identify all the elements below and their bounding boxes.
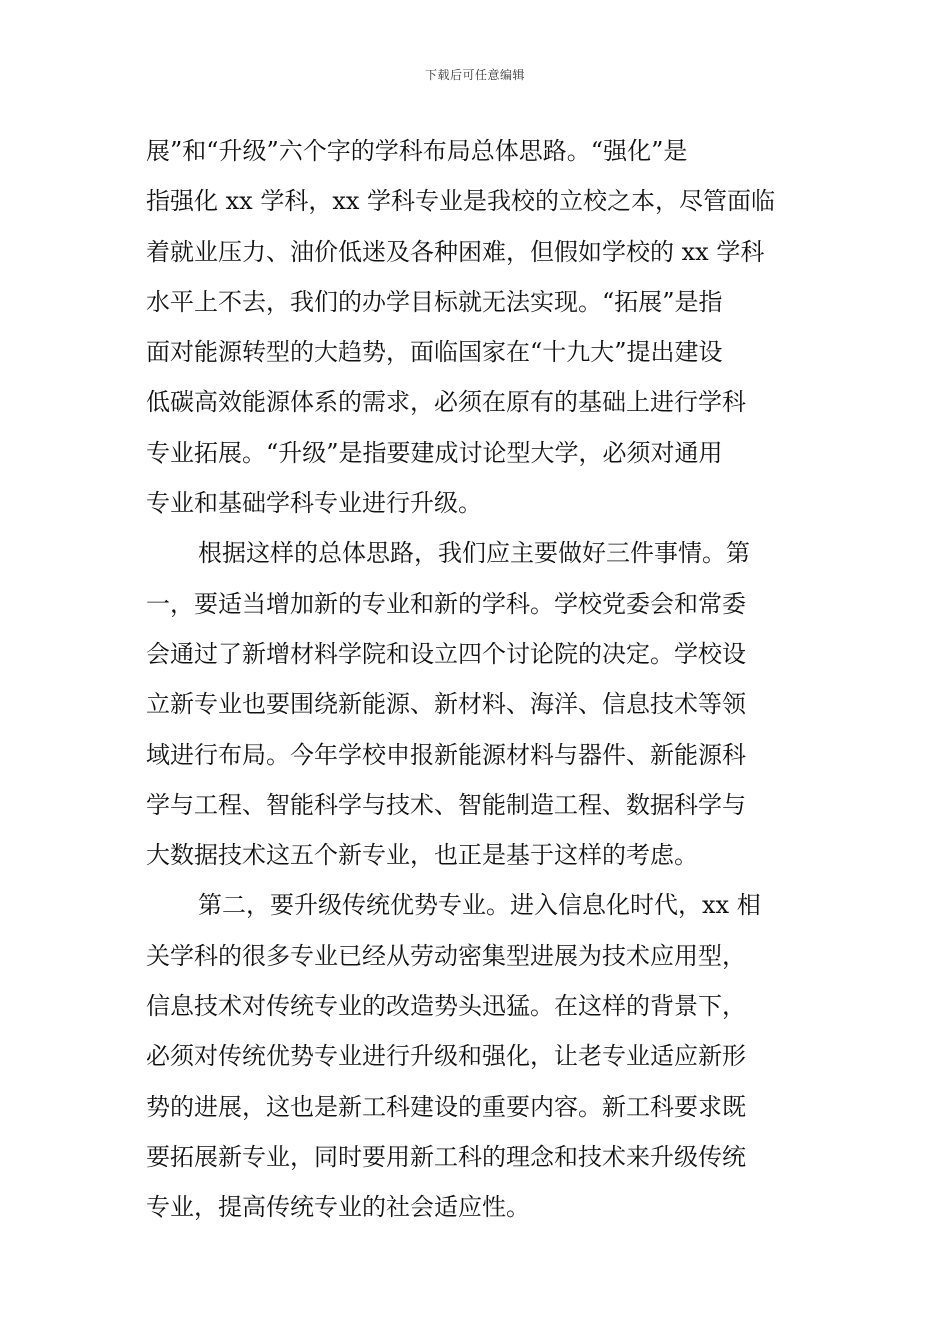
text-line: 水平上不去，我们的办学目标就无法实现。“拓展”是指 [146, 287, 723, 316]
text-line: 立新专业也要围绕新能源、新材料、海洋、信息技术等领 [146, 690, 746, 719]
text-line: 势的进展，这也是新工科建设的重要内容。新工科要求既 [146, 1092, 746, 1121]
text-line: 域进行布局。今年学校申报新能源材料与器件、新能源科 [146, 740, 746, 769]
text-line: 必须对传统优势专业进行升级和强化，让老专业适应新形 [146, 1042, 746, 1071]
text-line: 专业和基础学科专业进行升级。 [146, 489, 482, 518]
paragraph-first-line: 根据这样的总体思路，我们应主要做好三件事情。第 [198, 539, 750, 568]
text-line: 着就业压力、油价低迷及各种困难，但假如学校的 xx 学科 [146, 237, 765, 266]
text-line: 关学科的很多专业已经从劳动密集型进展为技术应用型， [146, 941, 746, 970]
text-line: 专业，提高传统专业的社会适应性。 [146, 1193, 530, 1222]
text-line: 要拓展新专业，同时要用新工科的理念和技术来升级传统 [146, 1142, 746, 1171]
text-line: 专业拓展。“升级”是指要建成讨论型大学，必须对通用 [146, 438, 723, 467]
text-line: 会通过了新增材料学院和设立四个讨论院的决定。学校设 [146, 639, 746, 668]
page-header: 下载后可任意编辑 [424, 68, 525, 82]
text-line: 信息技术对传统专业的改造势头迅猛。在这样的背景下， [146, 992, 746, 1021]
text-line: 展”和“升级”六个字的学科布局总体思路。“强化”是 [146, 137, 688, 165]
text-line: 大数据技术这五个新专业，也正是基于这样的考虑。 [146, 841, 698, 870]
text-line: 学与工程、智能科学与技术、智能制造工程、数据科学与 [146, 790, 746, 819]
text-line: 一，要适当增加新的专业和新的学科。学校党委会和常委 [146, 589, 746, 618]
text-line: 低碳高效能源体系的需求，必须在原有的基础上进行学科 [146, 388, 746, 417]
paragraph-first-line: 第二，要升级传统优势专业。进入信息化时代，xx 相 [198, 891, 761, 920]
text-line: 指强化 xx 学科，xx 学科专业是我校的立校之本，尽管面临 [146, 187, 776, 216]
text-line: 面对能源转型的大趋势，面临国家在“十九大”提出建设 [146, 338, 723, 367]
document-body [146, 126, 806, 1233]
